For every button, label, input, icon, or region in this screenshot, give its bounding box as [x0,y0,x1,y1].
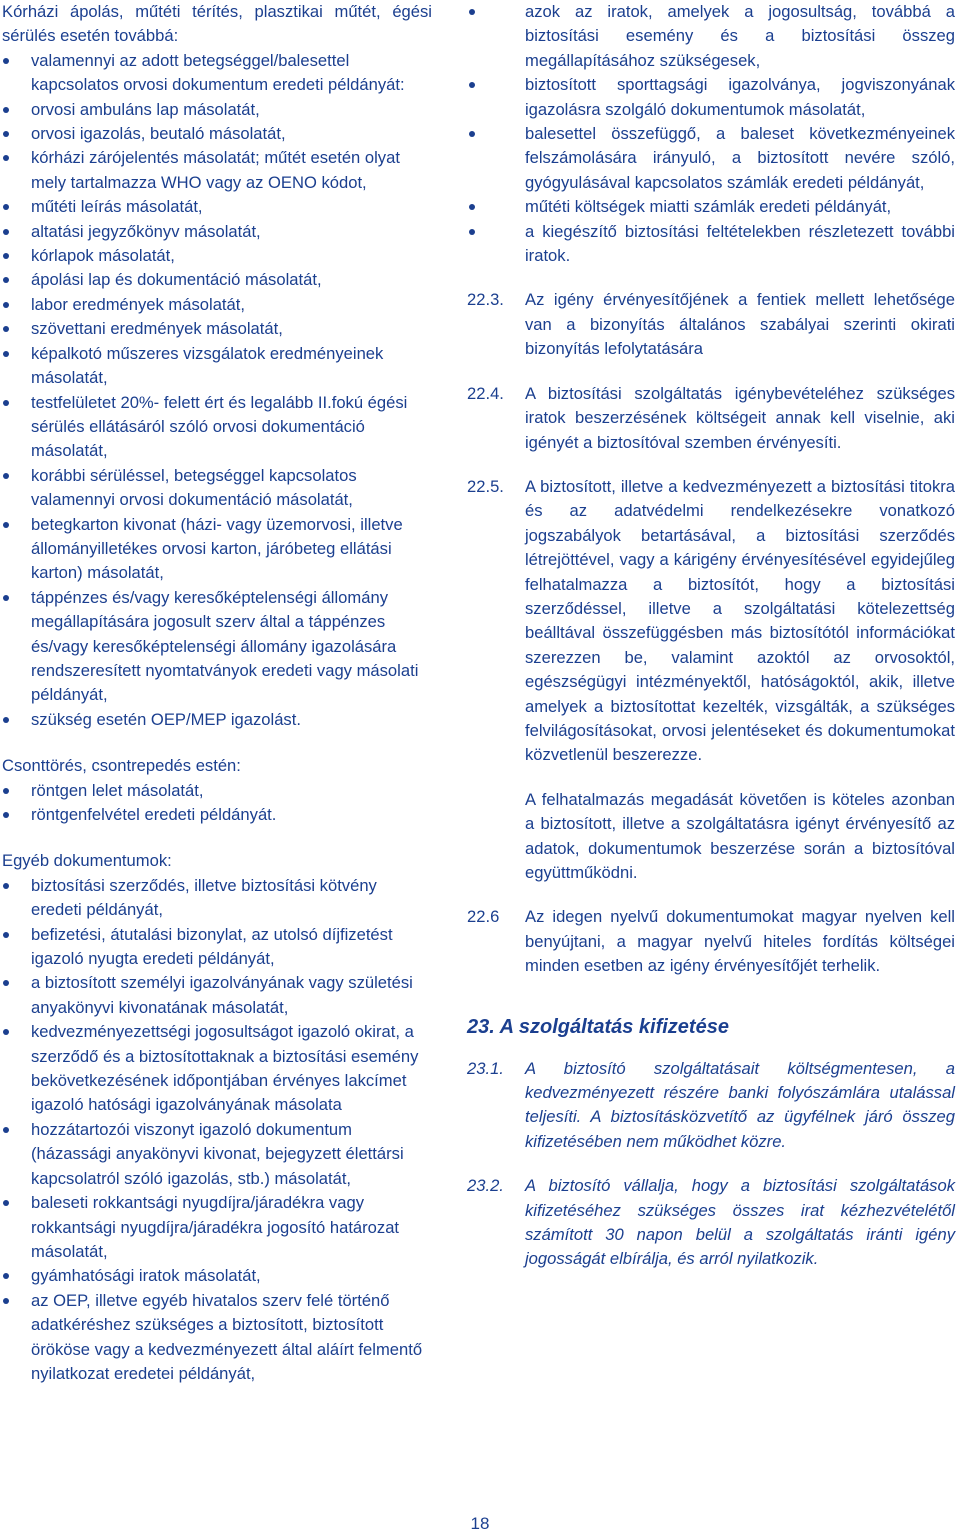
list-item [2,1289,432,1387]
list-item-text: gyámhatósági iratok másolatát, [31,1266,261,1286]
list-item-text: műtéti költségek miatti számlák eredeti példányát, [525,197,892,217]
list-item-text: orvosi ambuláns lap másolatát, [31,99,260,119]
list-item-text: kedvezményezettségi jogosultságot igazoló okirat, a szerződő és a biztosítottaknak a biztosítási esemény bekövetkezésének időpontjában érvényes lakcímet igazoló hatósági igazolványának másolata [31,1022,419,1115]
list-item-text: orvosi igazolás, beutaló másolatát, [31,124,286,144]
list-item [2,586,432,708]
list-item-text: altatási jegyzőkönyv másolatát, [31,221,261,241]
list-item-text: kórházi zárójelentés másolatát; műtét esetén olyat mely tartalmazza WHO vagy az OENO kódot, [31,148,400,192]
list-hospital-tail [2,391,432,733]
clause-number: 23.1. [467,1058,504,1078]
list-item [467,195,955,219]
list-item-text: a kiegészítő biztosítási feltételekben részletezett további iratok. [525,221,955,266]
clause-text: A biztosított, illetve a kedvezményezett a biztosítási titokra és az adatvédelmi rendelkezésekre vonatkozó jogszabályok betartásával, a biztosítási szerződés létrejöttével, vagy a kárigény érvényesítésével egyidejűleg felhatalmazza a biztosítót, hogy a biztosítási szerződéssel, illetve a szolgáltatási kötelezettség beálltával összefüggésben más biztosítótól információkat szerezzen be, valamint azoktól az orvosoktól, egészségügyi intézményektől, hatóságoktól, akik, illetve amelyek a biztosítottat kezelték, vizsgálták, a szükséges felvilágosításokat, orvosi jelentéseket és dokumentumokat közvetlenül beszerezze. [525,476,955,765]
clause-22-5 [467,475,955,768]
list-item [2,779,432,803]
list-item [2,391,432,464]
list-item [2,923,432,972]
list-item [2,268,432,292]
list-item-text: baleseti rokkantsági nyugdíjra/járadékra vagy rokkantsági nyugdíjra/járadékra jogosító határozat másolatát, [31,1193,400,1261]
list-item [2,220,432,244]
section-heading-23: 23. A szolgáltatás kifizetése [467,1015,729,1038]
clause-number: 22.3. [467,290,504,310]
list-item [2,122,432,146]
list-item-text: biztosított sporttagsági igazolványa, jogviszonyának igazolásra szolgáló dokumentumok másolatát, [525,75,955,119]
clause-22-3 [467,288,955,361]
list-item [2,1118,432,1191]
list-fracture [2,779,432,828]
list-item [2,874,432,923]
clause-text: Az idegen nyelvű dokumentumokat magyar nyelven kell benyújtani, a magyar nyelvű hiteles fordítás költségei minden esetben az igény érvényesítőjét terhelik. [525,907,955,976]
list-item-text: testfelületet 20%- felett ért és legalább II.fokú égési sérülés ellátásáról szóló orvosi dokumentáció másolatát, [31,392,408,461]
list-item-text: valamennyi az adott betegséggel/balesettel kapcsolatos orvosi dokumentum eredeti példányát: [31,50,405,95]
list-item [2,342,432,391]
clause-text: Az igény érvényesítőjének a fentiek mellett lehetősége van a bizonyítás általános szabályai szerinti okirati bizonyítás lefolytatására [525,290,955,359]
clause-number: 22.6 [467,907,500,927]
list-item [2,1191,432,1264]
list-item-text: biztosítási szerződés, illetve biztosítási kötvény eredeti példányát, [31,875,377,920]
list-item [2,803,432,827]
clause-22-5-continuation: A felhatalmazás megadását követően is köteles azonban a biztosított, illetve a szolgáltatásra igényt érvényesítő az adatok, dokumentumok beszerzése során a biztosítóval együttműködni. [525,789,955,882]
list-item [2,146,432,195]
clause-22-6 [467,905,955,978]
list-other-documents [2,874,432,1387]
list-item [2,244,432,268]
sublist-documents [2,98,432,391]
list-item-text: betegkarton kivonat (házi- vagy üzemorvosi, illetve állományilletékes orvosi karton, járóbeteg ellátási karton) másolatát, [31,514,403,583]
clause-text: A biztosító szolgáltatásait költségmentesen, a kedvezményezett részére banki folyószámlára utalással teljesíti. A biztosításközvetítő az ügyfélnek járó összeg kifizetésében nem működhet közre. [525,1058,955,1151]
clause-22-4 [467,382,955,455]
list-item-text: hozzátartozói viszonyt igazoló dokumentum (házassági anyakönyvi kivonat, bejegyzett élettársi kapcsolatról szóló igazolás, stb.) másolatát, [31,1119,404,1188]
list-item-text: korábbi sérüléssel, betegséggel kapcsolatos valamennyi orvosi dokumentáció másolatát, [31,465,357,510]
list-item [467,0,955,73]
list-item-text: labor eredmények másolatát, [31,294,245,314]
list-item-text: röntgen lelet másolatát, [31,780,204,800]
list-item-text: táppénzes és/vagy keresőképtelenségi állomány megállapítására jogosult szerv által a táppénzes és/vagy keresőképtelenségi állomány igazolására rendszeresített nyomtatványok eredeti vagy másolati példányát, [31,587,419,705]
intro-hospital: Kórházi ápolás, műtéti térítés, plasztikai műtét, égési sérülés esetén továbbá: [2,2,432,46]
list-item [2,1264,432,1288]
list-item [467,220,955,269]
list-item-text: szövettani eredmények másolatát, [31,319,283,339]
clause-23-2 [467,1174,955,1272]
list-item-text: röntgenfelvétel eredeti példányát. [31,805,277,824]
list-item [2,49,432,98]
list-further-documents [467,0,955,268]
list-item-text: balesettel összefüggő, a baleset következményeinek felszámolására irányuló, a biztosított nevére szóló, gyógyulásával kapcsolatos számlák eredeti példányát, [525,124,955,192]
list-item [2,195,432,219]
list-item [2,464,432,513]
list-item [2,708,432,732]
list-item-text: képalkotó műszeres vizsgálatok eredményeinek másolatát, [31,343,384,388]
list-item [2,317,432,341]
list-item-text: műtéti leírás másolatát, [31,197,203,217]
list-item-text: ápolási lap és dokumentáció másolatát, [31,270,322,290]
list-item-text: kórlapok másolatát, [31,246,175,266]
intro-fracture: Csonttörés, csontrepedés estén: [2,756,241,776]
page-number: 18 [470,1514,490,1533]
list-item [2,98,432,122]
clause-number: 23.2. [467,1176,504,1196]
clause-text: A biztosítási szolgáltatás igénybevételéhez szükséges iratok beszerzésének költségeit annak kell viselnie, aki igényét a biztosítóval szemben érvényesíti. [525,383,955,452]
clause-number: 22.5. [467,476,504,496]
clause-number: 22.4. [467,383,504,403]
list-item-text: az OEP, illetve egyéb hivatalos szerv felé történő adatkéréshez szükséges a biztosított, biztosított örököse vagy a kedvezményezett által aláírt felmentő nyilatkozat eredetei példányát, [31,1290,423,1383]
intro-other-documents: Egyéb dokumentumok: [2,851,172,871]
list-item [2,1020,432,1118]
right-column [467,0,955,1272]
list-item-text: a biztosított személyi igazolványának vagy születési anyakönyvi kivonatának másolatát, [31,973,413,1017]
list-item [467,73,955,122]
clause-23-1 [467,1057,955,1155]
list-item-text: szükség esetén OEP/MEP igazolást. [31,709,301,729]
list-item [467,122,955,195]
clause-text: A biztosító vállalja, hogy a biztosítási szolgáltatások kifizetéséhez szükséges összes irat kézhezvételétől számított 30 napon belül a szolgáltatás iránti igény jogosságát elbírálja, és arról nyilatkozik. [525,1176,955,1269]
list-item-text: befizetési, átutalási bizonylat, az utolsó díjfizetést igazoló nyugta eredeti példányát, [31,924,393,969]
list-item-text: azok az iratok, amelyek a jogosultság, továbbá a biztosítási esemény és a biztosítási összeg megállapításához szükségesek, [525,2,955,70]
list-item [2,293,432,317]
left-column [2,0,432,1386]
list-item [2,513,432,586]
list-item [2,971,432,1020]
